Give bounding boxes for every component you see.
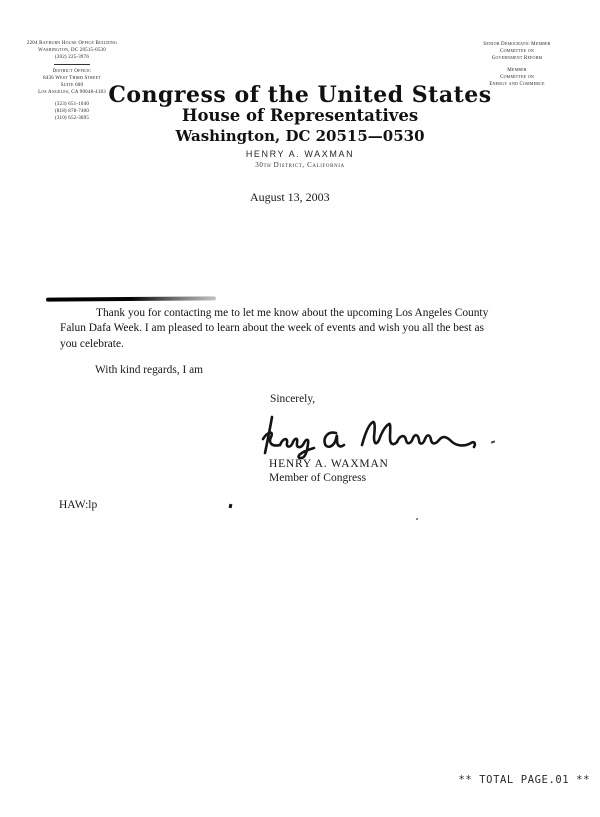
capitol-office-line: 2204 Rayburn House Office Building (26, 41, 118, 46)
district-office-phone: (310) 652-3095 (54, 116, 90, 121)
capitol-office-line: (202) 225-3976 (54, 55, 90, 60)
district-office-phone: (323) 651-1040 (54, 102, 90, 107)
letter-body (60, 306, 566, 352)
district-office-label: District Office: (52, 69, 92, 74)
committees-block (438, 41, 596, 88)
committee-line: Government Reform (491, 56, 543, 61)
signer-title: Member of Congress (269, 472, 367, 484)
masthead-district: 30th District, California (255, 161, 345, 169)
committee-line: Committee on (500, 75, 534, 80)
redaction-bar (46, 296, 216, 301)
district-office-phone: (818) 878-7400 (54, 109, 90, 114)
district-office-line: 8436 West Third Street (43, 76, 101, 81)
letter-date: August 13, 2003 (250, 190, 330, 204)
committee-line: Energy and Commerce (489, 82, 545, 87)
body-line: you celebrate. (60, 337, 124, 350)
masthead-subtitle: House of Representatives (181, 106, 419, 125)
district-office-line: Suite 600 (60, 83, 84, 88)
letterhead-divider (54, 64, 90, 65)
signature-ink (256, 409, 486, 465)
scan-speck (416, 518, 418, 520)
fax-total-page-footer: ** TOTAL PAGE.01 ** (458, 774, 590, 786)
body-line: Falun Dafa Week. I am pleased to learn about the week of events and wish you all the best as (60, 322, 484, 335)
scan-speck (229, 504, 233, 509)
committee-line: Member (507, 68, 527, 73)
body-line: Thank you for contacting me to let me know about the upcoming Los Angeles County (96, 307, 489, 319)
masthead-member-name: HENRY A. WAXMAN (245, 149, 355, 159)
closing-line: Sincerely, (270, 393, 316, 405)
typist-reference: HAW:lp (59, 499, 98, 511)
handwritten-signature (256, 409, 486, 465)
capitol-office-line: Washington, DC 20515-0530 (38, 48, 106, 53)
masthead-title: Congress of the United States (108, 82, 492, 108)
scan-speck (491, 440, 495, 443)
regards-line: With kind regards, I am (95, 364, 204, 376)
signer-typed-name: HENRY A. WAXMAN (269, 458, 389, 470)
committee-line: Committee on (500, 49, 534, 54)
district-office-line: Los Angeles, CA 90048-4183 (38, 90, 106, 95)
masthead-address: Washington, DC 20515—0530 (175, 127, 425, 145)
committee-line: Senior Democratic Member (483, 42, 551, 47)
